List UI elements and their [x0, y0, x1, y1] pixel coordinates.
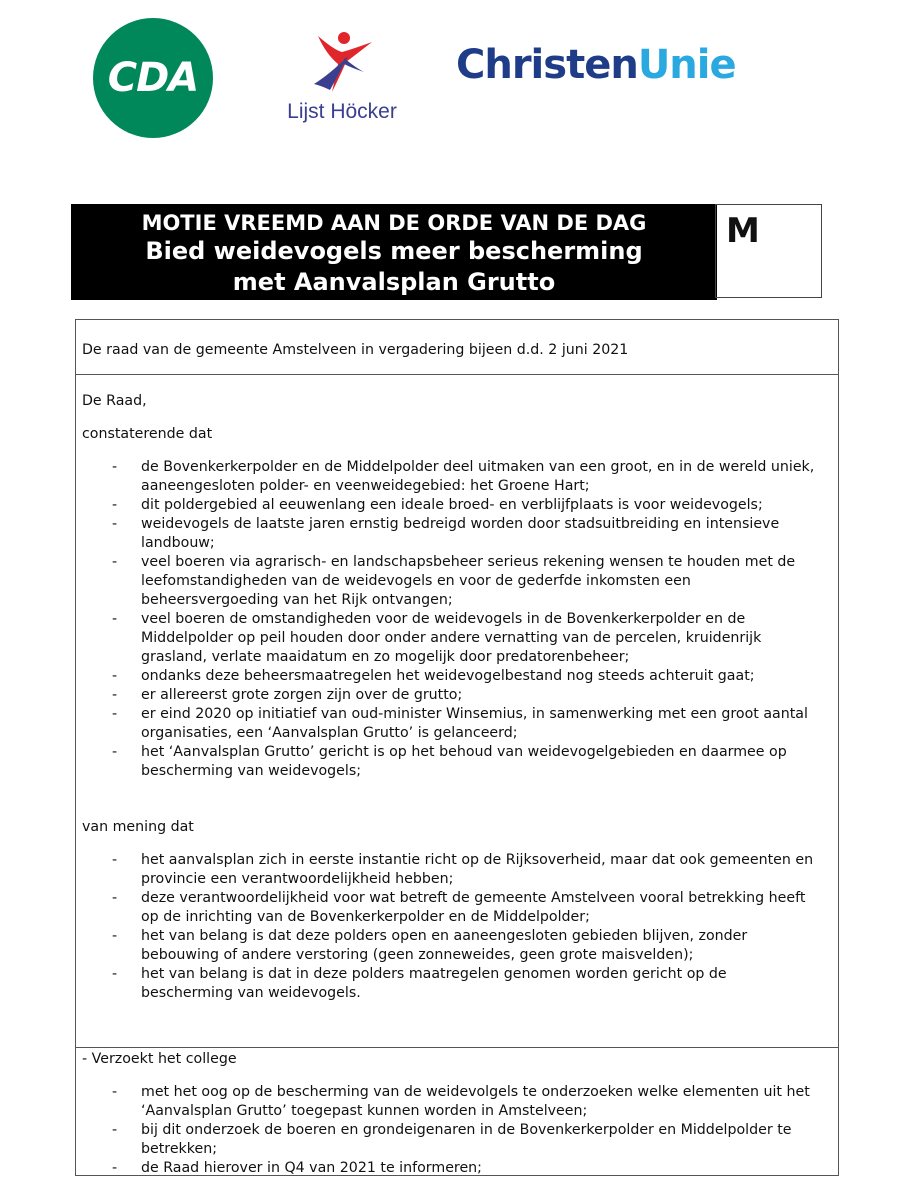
- list-item: - veel boeren de omstandigheden voor de weidevogels in de Bovenkerkerpolder en de Middelpolder op peil houden door onder andere vernatting van de percelen, kruidenrijk grasland, verlate maaidatum en zo mogelijk door predatorenbeheer;: [82, 610, 838, 667]
- considerations-row: [76, 375, 838, 1048]
- van-mening-list: [82, 851, 838, 1003]
- motion-title-line-2: met Aanvalsplan Grutto: [232, 268, 556, 296]
- list-item: - bij dit onderzoek de boeren en grondeigenaren in de Bovenkerkerpolder en Middelpolder te betrekken;: [82, 1121, 838, 1159]
- list-item: - er allereerst grote zorgen zijn over de grutto;: [82, 686, 838, 705]
- motion-content-table: [75, 319, 839, 1176]
- motion-code: M: [726, 211, 760, 251]
- cda-logo: [93, 18, 213, 138]
- list-item: - het van belang is dat in deze polders maatregelen genomen worden gericht op de bescherming van weidevogels.: [82, 965, 838, 1003]
- hocker-figure-icon: [300, 28, 380, 94]
- christenunie-logo-christen: Christen: [456, 42, 638, 88]
- list-item: - de Raad hierover in Q4 van 2021 te informeren;: [82, 1159, 838, 1176]
- constaterende-label: constaterende dat: [82, 426, 213, 442]
- lijst-hocker-logo: [272, 28, 412, 128]
- verzoekt-label: - Verzoekt het college: [82, 1051, 237, 1067]
- motion-type: MOTIE VREEMD AAN DE ORDE VAN DE DAG: [141, 211, 647, 235]
- meeting-header-row: [76, 320, 838, 375]
- list-item: - deze verantwoordelijkheid voor wat betreft de gemeente Amstelveen vooral betrekking heeft op de inrichting van de Bovenkerkerpolder en de Middelpolder;: [82, 889, 838, 927]
- christenunie-logo-unie: Unie: [637, 42, 736, 88]
- list-item: - het ‘Aanvalsplan Grutto’ gericht is op het behoud van weidevogelgebieden en daarmee op bescherming van weidevogels;: [82, 743, 838, 781]
- cda-logo-text: CDA: [107, 55, 199, 101]
- motion-title-line-1: Bied weidevogels meer bescherming: [145, 237, 643, 265]
- request-row: [76, 1048, 838, 1176]
- motion-code-box: [715, 204, 822, 298]
- list-item: - dit poldergebied al eeuwenlang een ideale broed- en verblijfplaats is voor weidevogels;: [82, 496, 838, 515]
- meeting-line: De raad van de gemeente Amstelveen in vergadering bijeen d.d. 2 juni 2021: [82, 342, 629, 358]
- christenunie-logo: [456, 42, 736, 88]
- verzoekt-list: [82, 1083, 838, 1176]
- list-item: - met het oog op de bescherming van de weidevolgels te onderzoeken welke elementen uit het ‘Aanvalsplan Grutto’ toegepast kunnen worden in Amstelveen;: [82, 1083, 838, 1121]
- list-item: - het aanvalsplan zich in eerste instantie richt op de Rijksoverheid, maar dat ook gemeenten en provincie een verantwoordelijkheid hebben;: [82, 851, 838, 889]
- list-item: - er eind 2020 op initiatief van oud-minister Winsemius, in samenwerking met een groot aantal organisaties, een ‘Aanvalsplan Grutto’ is gelanceerd;: [82, 705, 838, 743]
- lijst-hocker-name: Lijst Höcker: [287, 100, 397, 123]
- constaterende-list: [82, 458, 838, 781]
- list-item: - weidevogels de laatste jaren ernstig bedreigd worden door stadsuitbreiding en intensieve landbouw;: [82, 515, 838, 553]
- list-item: - veel boeren via agrarisch- en landschapsbeheer serieus rekening wensen te houden met de leefomstandigheden van de weidevogels en voor de gederfde inkomsten een beheersvergoeding van het Rijk ontvangen;: [82, 553, 838, 610]
- salutation: De Raad,: [82, 393, 147, 409]
- list-item: - ondanks deze beheersmaatregelen het weidevogelbestand nog steeds achteruit gaat;: [82, 667, 838, 686]
- list-item: - de Bovenkerkerpolder en de Middelpolder deel uitmaken van een groot, en in de wereld uniek, aaneengesloten polder- en veenweidegebied: het Groene Hart;: [82, 458, 838, 496]
- motion-title-block: [71, 204, 717, 300]
- van-mening-label: van mening dat: [82, 819, 194, 835]
- list-item: - het van belang is dat deze polders open en aaneengesloten gebieden blijven, zonder bebouwing of andere verstoring (geen zonneweides, geen grote maisvelden);: [82, 927, 838, 965]
